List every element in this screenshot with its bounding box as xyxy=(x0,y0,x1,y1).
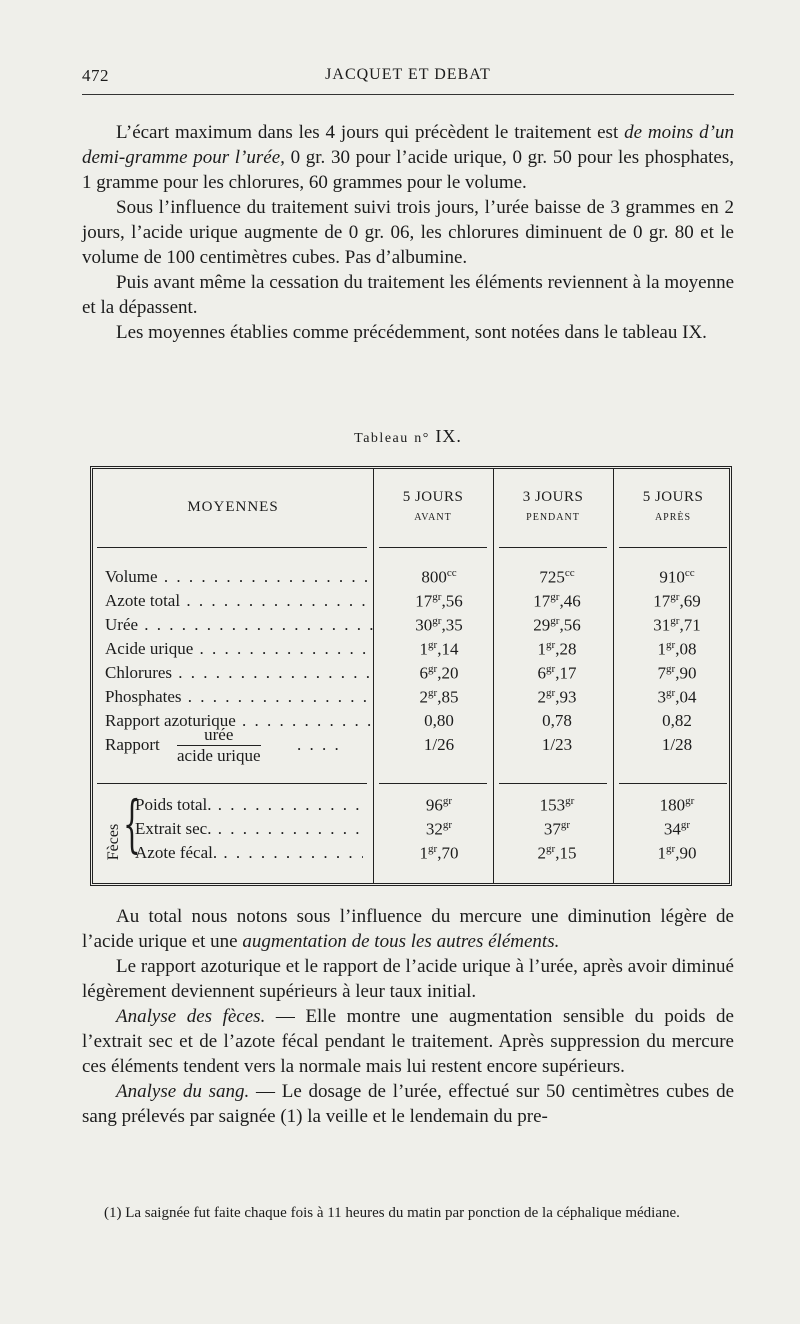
table-cell: $180^{gr}$ xyxy=(659,795,695,815)
table-cell: $2^{gr},93$ xyxy=(537,687,577,707)
text-run: 0 gr. 30 pour l’acide urique, 0 gr. 50 pour les phosphates, 1 gramme pour les chlorures, 60 grammes pour le volume. xyxy=(82,147,734,193)
text-run: Les moyennes établies comme précédemment, sont notées dans le tableau IX. xyxy=(116,322,707,343)
table-row xyxy=(93,819,729,843)
italic-text: Analyse du sang. xyxy=(116,1081,250,1102)
table-row xyxy=(93,567,729,591)
row-label: Extrait sec. . . . xyxy=(135,819,363,839)
row-label: Azote fécal. . . . xyxy=(135,843,363,863)
caption-no: n° xyxy=(414,431,430,446)
leader-dots: . . . . xyxy=(297,735,341,754)
table-cell: $1^{gr},08$ xyxy=(657,639,697,659)
row-label: Urée . . . xyxy=(105,615,375,635)
section-separator xyxy=(379,783,487,784)
section-separator xyxy=(499,783,607,784)
table-cell: 0,78 xyxy=(542,711,572,730)
footnote-text: (1) La saignée fut faite chaque fois à 11 heures du matin par ponction de la céphalique médiane. xyxy=(104,1205,680,1221)
table-cell: 0,80 xyxy=(424,711,454,730)
italic-text: augmentation de tous les autres éléments. xyxy=(242,931,560,952)
table-cell: $2^{gr},15$ xyxy=(537,843,577,863)
column-header-avant xyxy=(373,489,493,523)
ratio-label: Rapport xyxy=(105,735,160,754)
column-header-main: 5 JOURS xyxy=(642,489,704,505)
table-row xyxy=(93,639,729,663)
italic-text: de moins d’un demi-gramme pour l’urée, xyxy=(82,122,735,168)
row-label: Poids total. . . . xyxy=(135,795,363,815)
row-label: Rapport azoturique . . . xyxy=(105,711,375,731)
table-cell: 0,82 xyxy=(662,711,692,730)
table-cell: $96^{gr}$ xyxy=(425,795,453,815)
table-row xyxy=(93,687,729,711)
footnote xyxy=(82,1203,734,1224)
table-cell: $1^{gr},28$ xyxy=(537,639,577,659)
table-cell: $7^{gr},90$ xyxy=(657,663,697,683)
running-title: JACQUET ET DEBAT xyxy=(325,66,491,83)
table-cell: $29^{gr},56$ xyxy=(533,615,581,635)
table-cell: $1^{gr},90$ xyxy=(657,843,697,863)
column-header-pendant xyxy=(493,489,613,523)
body-paragraph xyxy=(82,954,734,1004)
table-row xyxy=(93,843,729,867)
row-label: Phosphates . . . xyxy=(105,687,375,707)
column-header-sub: PENDANT xyxy=(526,512,580,523)
intro-paragraph xyxy=(82,320,734,345)
text-run: Au total nous notons sous l’influence du mercure une diminution légère de l’acide urique et une xyxy=(82,906,734,952)
table-cell: $6^{gr},20$ xyxy=(419,663,459,683)
header-separator xyxy=(379,547,487,548)
header-separator xyxy=(97,547,367,548)
body-paragraph xyxy=(82,1079,734,1129)
header-separator xyxy=(619,547,727,548)
table-cell: $17^{gr},69$ xyxy=(653,591,701,611)
text-run: Le rapport azoturique et le rapport de l’acide urique à l’urée, après avoir diminué légèrement deviennent supérieurs à leur taux initial. xyxy=(82,956,734,1002)
body-text xyxy=(82,904,734,1129)
text-run: Puis avant même la cessation du traitement les éléments reviennent à la moyenne et la dépassent. xyxy=(82,272,734,318)
data-table xyxy=(90,466,732,886)
page-number: 472 xyxy=(82,66,109,85)
column-header-sub: AVANT xyxy=(414,512,452,523)
table-cell: $3^{gr},04$ xyxy=(657,687,697,707)
table-row-ratio xyxy=(93,725,729,765)
intro-paragraph xyxy=(82,195,734,270)
page-header xyxy=(82,64,734,95)
table-cell: 1/28 xyxy=(661,735,693,754)
table-cell: $34^{gr}$ xyxy=(663,819,691,839)
feces-label: Fèces xyxy=(105,823,122,861)
text-run: L’écart maximum dans les 4 jours qui précèdent le traitement est xyxy=(116,122,625,143)
ratio-fraction xyxy=(177,725,261,766)
table-cell: 1/26 xyxy=(423,735,455,754)
text-run: — Elle montre une augmentation sensible du poids de l’extrait sec et de l’azote fécal pendant le traitement. Après suppression du mercure ces éléments tendent vers la normale mais lui restent encore supérieurs. xyxy=(82,1006,734,1077)
section-separator xyxy=(97,783,367,784)
table-row xyxy=(93,615,729,639)
table-cell: $2^{gr},85$ xyxy=(419,687,459,707)
column-header-sub: APRÈS xyxy=(654,512,692,523)
table-cell: $800^{cc}$ xyxy=(421,567,457,587)
column-header-main: 3 JOURS xyxy=(522,489,584,505)
text-run: Sous l’influence du traitement suivi trois jours, l’urée baisse de 3 grammes en 2 jours, l’acide urique augmente de 0 gr. 06, les chlorures diminuent de 0 gr. 80 et le volume de 100 centimètres cubes. Pas d’albumine. xyxy=(82,197,734,268)
table-cell: $1^{gr},70$ xyxy=(419,843,459,863)
table-cell: $31^{gr},71$ xyxy=(653,615,701,635)
header-moyennes: MOYENNES xyxy=(187,499,279,515)
table-caption xyxy=(82,426,734,447)
table-cell: $725^{cc}$ xyxy=(539,567,575,587)
table-cell: $6^{gr},17$ xyxy=(537,663,577,683)
table-cell: $153^{gr}$ xyxy=(539,795,575,815)
brace-symbol: { xyxy=(123,787,141,860)
ratio-denominator: acide urique xyxy=(177,746,261,765)
table-cell: $17^{gr},46$ xyxy=(533,591,581,611)
ratio-numerator: urée xyxy=(177,725,261,746)
table-cell: $17^{gr},56$ xyxy=(415,591,463,611)
row-label: Volume . . . xyxy=(105,567,375,587)
table-cell: $30^{gr},35$ xyxy=(415,615,463,635)
row-label: Acide urique . . . xyxy=(105,639,375,659)
body-paragraph xyxy=(82,1004,734,1079)
column-header-apres xyxy=(613,489,733,523)
table-cell: $37^{gr}$ xyxy=(543,819,571,839)
table-cell: $1^{gr},14$ xyxy=(419,639,459,659)
row-label: Azote total . . . xyxy=(105,591,375,611)
table-cell: $32^{gr}$ xyxy=(425,819,453,839)
table-row xyxy=(93,591,729,615)
italic-text: Analyse des fèces. xyxy=(116,1006,266,1027)
column-header-main: 5 JOURS xyxy=(402,489,464,505)
section-separator xyxy=(619,783,727,784)
row-label: Chlorures . . . xyxy=(105,663,375,683)
table-row xyxy=(93,795,729,819)
header-separator xyxy=(499,547,607,548)
table-cell: $910^{cc}$ xyxy=(659,567,695,587)
body-paragraph xyxy=(82,904,734,954)
intro-paragraph xyxy=(82,270,734,320)
intro-paragraph xyxy=(82,120,734,195)
intro-text xyxy=(82,120,734,345)
caption-number: IX. xyxy=(435,426,462,446)
table-row xyxy=(93,663,729,687)
caption-prefix: Tableau xyxy=(354,431,409,446)
table-cell: 1/23 xyxy=(541,735,573,754)
text-run: — Le dosage de l’urée, effectué sur 50 centimètres cubes de sang prélevés par saignée (1) la veille et le lendemain du pre- xyxy=(82,1081,734,1127)
